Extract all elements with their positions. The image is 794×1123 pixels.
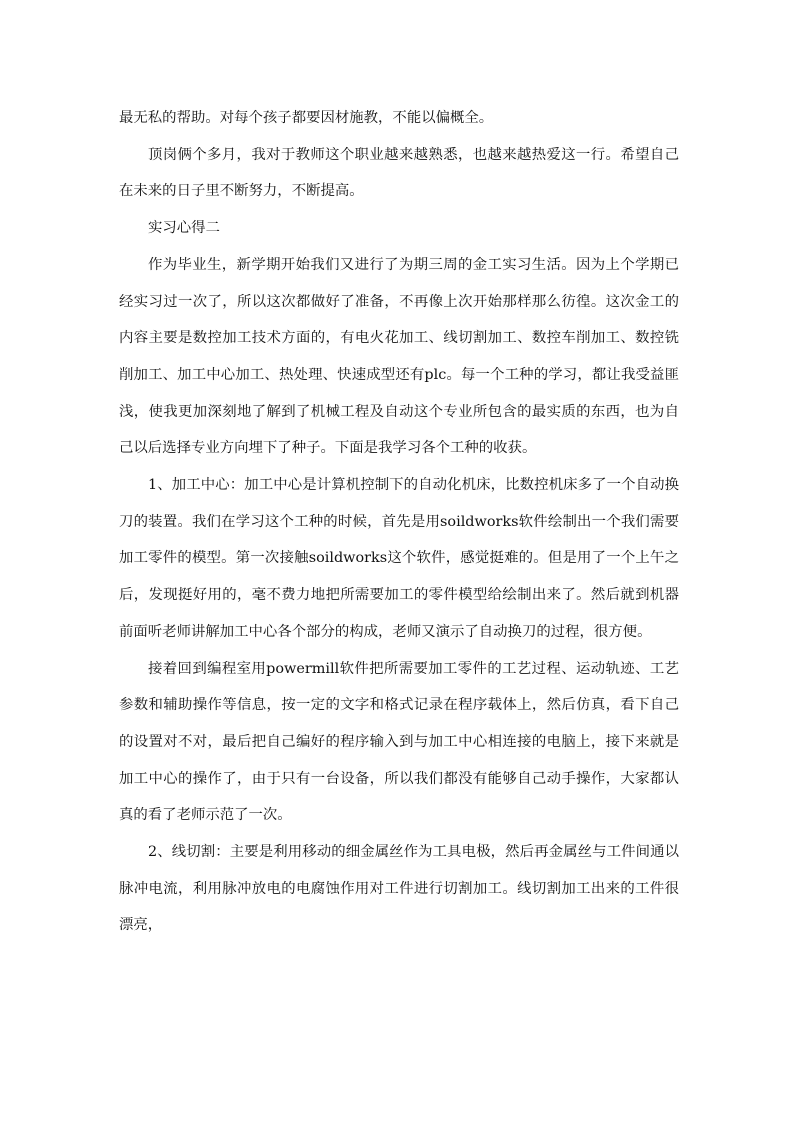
paragraph-6: 2、线切割：主要是利用移动的细金属丝作为工具电极，然后再金属丝与工件间通以脉冲电流，利用脉冲放电的电腐蚀作用对工件进行切割加工。线切割加工出来的工件很漂亮， [119,844,679,934]
paragraph-3: 作为毕业生，新学期开始我们又进行了为期三周的金工实习生活。因为上个学期已经实习过一次了，所以这次都做好了准备，不再像上次开始那样那么彷徨。这次金工的内容主要是数控加工技术方面的，有电火花加工、线切割加工、数控车削加工、数控铣削加工、加工中心加工、热处理、快速成型还有plc。每一个工种的学习，都让我受益匪浅，使我更加深刻地了解到了机械工程及自动这个专业所包含的最实质的东西，也为自己以后选择专业方向埋下了种子。下面是我学习各个工种的收获。 [119,256,679,457]
paragraph-4: 1、加工中心：加工中心是计算机控制下的自动化机床，比数控机床多了一个自动换刀的装置。我们在学习这个工种的时候，首先是用soildworks软件绘制出一个我们需要加工零件的模型。第一次接触soildworks这个软件，感觉挺难的。但是用了一个上午之后，发现挺好用的，毫不费力地把所需要加工的零件模型给绘制出来了。然后就到机器前面听老师讲解加工中心各个部分的构成，老师又演示了自动换刀的过程，很方便。 [119,477,679,640]
paragraph-1: 最无私的帮助。对每个孩子都要因材施教，不能以偏概全。 [119,110,494,126]
document-body [119,100,679,944]
paragraph-5: 接着回到编程室用powermill软件把所需要加工零件的工艺过程、运动轨迹、工艺参数和辅助操作等信息，按一定的文字和格式记录在程序载体上，然后仿真，看下自己的设置对不对，最后把自己编好的程序输入到与加工中心相连接的电脑上，接下来就是加工中心的操作了，由于只有一台设备，所以我们都没有能够自己动手操作，大家都认真的看了老师示范了一次。 [119,660,679,824]
paragraph-2: 顶岗俩个多月，我对于教师这个职业越来越熟悉，也越来越热爱这一行。希望自己在未来的日子里不断努力，不断提高。 [119,146,679,200]
section-heading: 实习心得二 [148,220,220,237]
